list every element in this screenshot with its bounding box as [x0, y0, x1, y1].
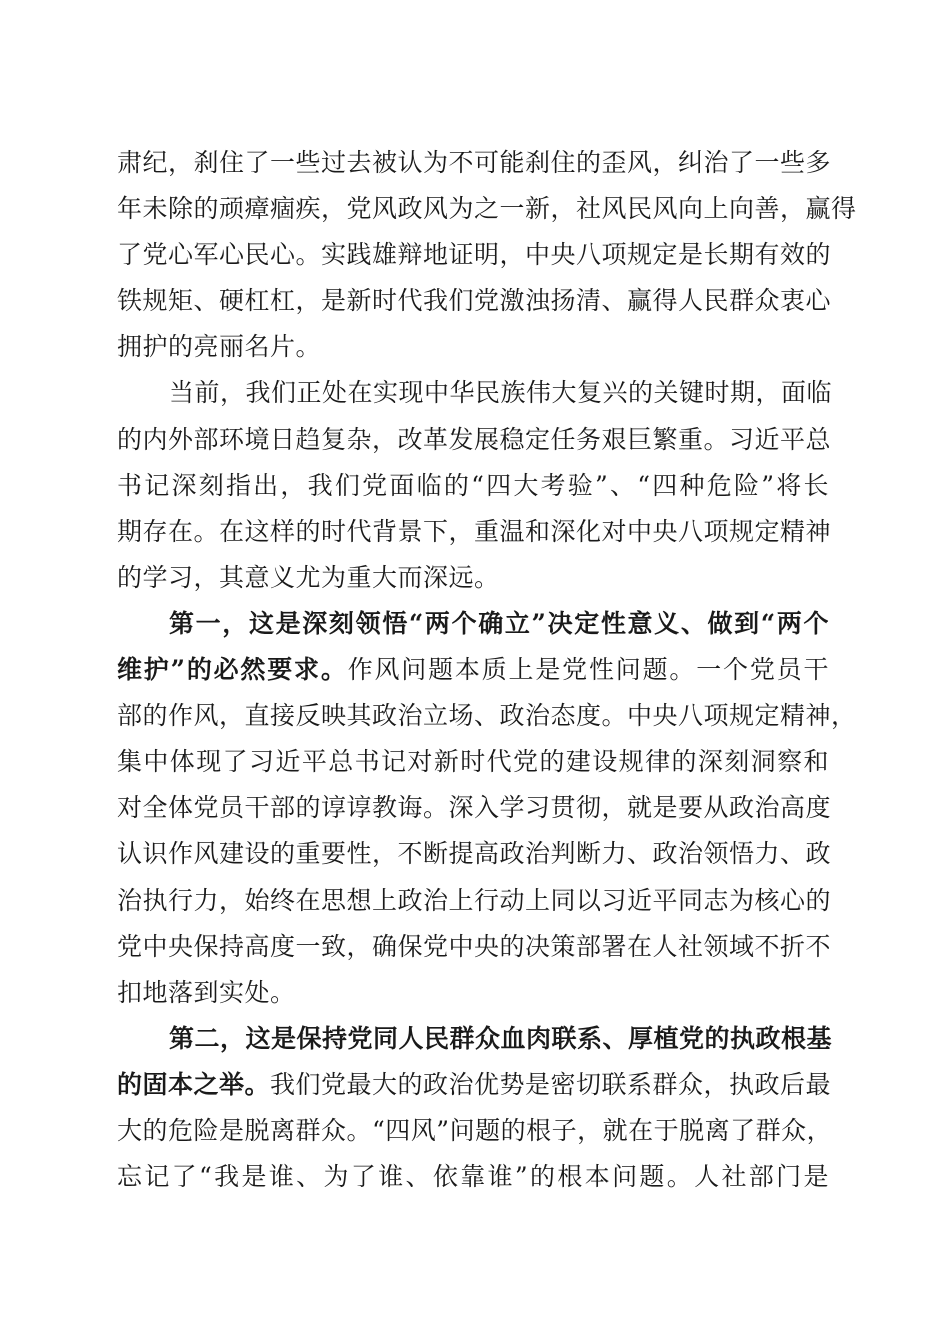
- text-line: 的学习，其意义尤为重大而深远。: [117, 562, 500, 592]
- text-line: 对全体党员干部的谆谆教诲。深入学习贯彻，就是要从政治高度: [117, 793, 832, 823]
- bold-heading-text: 维护”的必然要求。: [117, 655, 348, 685]
- mixed-line: [117, 1062, 832, 1108]
- text-line: 大的危险是脱离群众。“四风”问题的根子，就在于脱离了群众，: [117, 1115, 833, 1145]
- mixed-line: [117, 647, 829, 693]
- text-line: 党中央保持高度一致，确保党中央的决策部署在人社领域不折不: [117, 931, 832, 961]
- text-line: 了党心军心民心。实践雄辩地证明，中央八项规定是长期有效的: [117, 240, 832, 270]
- text-line: 部的作风，直接反映其政治立场、政治态度。中央八项规定精神，: [117, 701, 857, 731]
- text-line: 书记深刻指出，我们党面临的“四大考验”、“四种危险”将长: [117, 470, 829, 500]
- text-line: 当前，我们正处在实现中华民族伟大复兴的关键时期，面临: [169, 378, 833, 408]
- text-line: 年未除的顽瘴痼疾，党风政风为之一新，社风民风向上向善，赢得: [117, 194, 857, 224]
- text-line: 忘记了“我是谁、为了谁、依靠谁”的根本问题。人社部门是: [117, 1162, 829, 1192]
- text-line: 的内外部环境日趋复杂，改革发展稳定任务艰巨繁重。习近平总: [117, 424, 832, 454]
- paragraph-3: [117, 601, 857, 1016]
- text-line: 扣地落到实处。: [117, 977, 296, 1007]
- text-line: 认识作风建设的重要性，不断提高政治判断力、政治领悟力、政: [117, 839, 832, 869]
- text-line: 集中体现了习近平总书记对新时代党的建设规律的深刻洞察和: [117, 747, 829, 777]
- text-line: 铁规矩、硬杠杠，是新时代我们党激浊扬清、赢得人民群众衷心: [117, 286, 832, 316]
- paragraph-4: [117, 1016, 833, 1200]
- text-line: 期存在。在这样的时代背景下，重温和深化对中央八项规定精神: [117, 516, 832, 546]
- body-text: 我们党最大的政治优势是密切联系群众，执政后最: [270, 1069, 832, 1099]
- body-text: 作风问题本质上是党性问题。一个党员干: [347, 655, 829, 685]
- bold-heading-text: 的固本之举。: [117, 1069, 271, 1099]
- document-body: [117, 140, 857, 1200]
- text-line: 治执行力，始终在思想上政治上行动上同以习近平同志为核心的: [117, 885, 832, 915]
- text-line: 拥护的亮丽名片。: [117, 332, 322, 362]
- text-line: 肃纪，刹住了一些过去被认为不可能刹住的歪风，纠治了一些多: [117, 148, 832, 177]
- bold-heading-line: 第二，这是保持党同人民群众血肉联系、厚植党的执政根基: [169, 1023, 833, 1053]
- paragraph-2: [117, 370, 833, 600]
- bold-heading-line: 第一，这是深刻领悟“两个确立”决定性意义、做到“两个: [169, 608, 829, 638]
- paragraph-1: [117, 140, 857, 370]
